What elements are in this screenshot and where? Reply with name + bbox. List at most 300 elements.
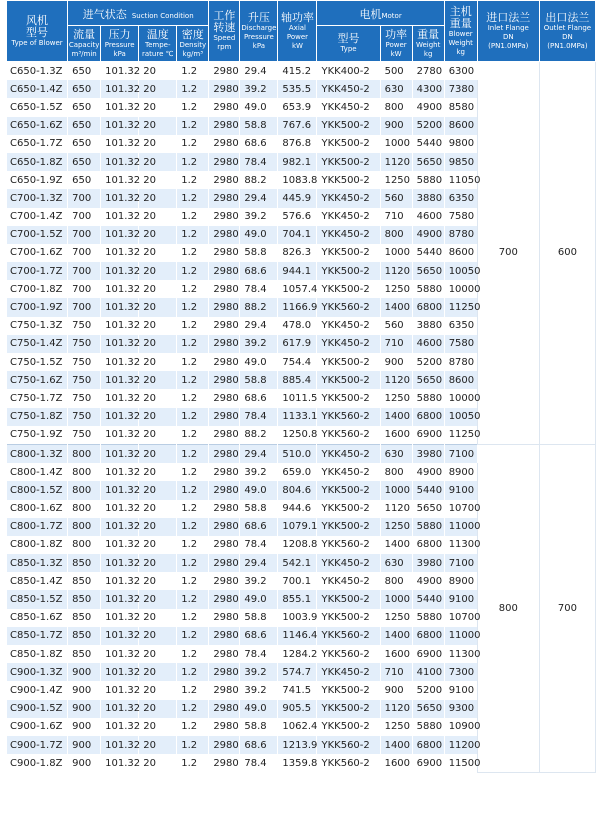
cell-discharge: 68.6: [240, 518, 278, 536]
cell-capacity: 900: [68, 681, 101, 699]
cell-blower-weight: 10050: [444, 262, 477, 280]
cell-model: C900-1.7Z: [7, 736, 68, 754]
cell-blower-weight: 10700: [444, 609, 477, 627]
cell-motor-weight: 4300: [412, 80, 444, 98]
cell-discharge: 29.4: [240, 189, 278, 207]
cell-model: C650-1.3Z: [7, 62, 68, 81]
cell-model: C900-1.4Z: [7, 681, 68, 699]
cell-speed: 2980: [209, 718, 240, 736]
cell-motor-power: 710: [380, 208, 412, 226]
cell-capacity: 700: [68, 208, 101, 226]
cell-axial-power: 1057.4: [278, 280, 317, 298]
cell-density: 1.2: [177, 609, 209, 627]
cell-speed: 2980: [209, 408, 240, 426]
cell-pressure: 101.32: [101, 262, 139, 280]
header-density: 密度 Density kg/m³: [177, 26, 209, 62]
cell-capacity: 650: [68, 62, 101, 81]
cell-discharge: 39.2: [240, 663, 278, 681]
cell-motor-weight: 6900: [412, 645, 444, 663]
cell-capacity: 800: [68, 444, 101, 463]
cell-density: 1.2: [177, 554, 209, 572]
cell-pressure: 101.32: [101, 117, 139, 135]
cell-axial-power: 535.5: [278, 80, 317, 98]
cell-capacity: 650: [68, 117, 101, 135]
cell-temperature: 20: [139, 62, 177, 81]
header-motor-power: 功率 Power kW: [380, 26, 412, 62]
cell-motor-type: YKK450-2: [317, 335, 380, 353]
cell-speed: 2980: [209, 663, 240, 681]
cell-motor-weight: 4900: [412, 98, 444, 116]
cell-capacity: 700: [68, 298, 101, 316]
cell-speed: 2980: [209, 518, 240, 536]
cell-blower-weight: 10700: [444, 500, 477, 518]
outlet-flange-dn: 700: [539, 444, 595, 772]
cell-motor-weight: 3980: [412, 554, 444, 572]
cell-pressure: 101.32: [101, 226, 139, 244]
cell-temperature: 20: [139, 262, 177, 280]
cell-motor-weight: 5440: [412, 481, 444, 499]
cell-pressure: 101.32: [101, 754, 139, 772]
cell-temperature: 20: [139, 645, 177, 663]
cell-motor-power: 1000: [380, 590, 412, 608]
cell-temperature: 20: [139, 572, 177, 590]
cell-discharge: 68.6: [240, 262, 278, 280]
cell-density: 1.2: [177, 700, 209, 718]
cell-temperature: 20: [139, 335, 177, 353]
cell-motor-weight: 5880: [412, 389, 444, 407]
cell-motor-type: YKK500-2: [317, 153, 380, 171]
cell-density: 1.2: [177, 262, 209, 280]
cell-temperature: 20: [139, 280, 177, 298]
cell-discharge: 49.0: [240, 353, 278, 371]
cell-axial-power: 885.4: [278, 371, 317, 389]
cell-blower-weight: 9800: [444, 135, 477, 153]
cell-motor-power: 1120: [380, 371, 412, 389]
cell-density: 1.2: [177, 408, 209, 426]
cell-capacity: 700: [68, 226, 101, 244]
cell-speed: 2980: [209, 609, 240, 627]
cell-temperature: 20: [139, 171, 177, 189]
cell-model: C650-1.5Z: [7, 98, 68, 116]
cell-temperature: 20: [139, 208, 177, 226]
cell-temperature: 20: [139, 609, 177, 627]
cell-motor-power: 800: [380, 463, 412, 481]
cell-model: C650-1.8Z: [7, 153, 68, 171]
cell-discharge: 49.0: [240, 700, 278, 718]
cell-motor-weight: 6800: [412, 536, 444, 554]
cell-speed: 2980: [209, 371, 240, 389]
cell-axial-power: 1208.8: [278, 536, 317, 554]
cell-temperature: 20: [139, 408, 177, 426]
cell-density: 1.2: [177, 80, 209, 98]
cell-motor-weight: 5650: [412, 371, 444, 389]
cell-motor-weight: 5880: [412, 609, 444, 627]
cell-discharge: 39.2: [240, 80, 278, 98]
cell-density: 1.2: [177, 681, 209, 699]
cell-discharge: 39.2: [240, 335, 278, 353]
cell-temperature: 20: [139, 153, 177, 171]
cell-capacity: 850: [68, 554, 101, 572]
header-speed: 工作 转速 Speed rpm: [209, 1, 240, 62]
cell-speed: 2980: [209, 700, 240, 718]
cell-motor-weight: 4900: [412, 463, 444, 481]
cell-axial-power: 1359.8: [278, 754, 317, 772]
header-inlet-flange: 进口法兰 Inlet Flange DN (PN1.0MPa): [477, 1, 539, 62]
cell-model: C750-1.8Z: [7, 408, 68, 426]
cell-blower-weight: 8900: [444, 572, 477, 590]
cell-capacity: 650: [68, 135, 101, 153]
cell-motor-power: 1400: [380, 627, 412, 645]
cell-motor-type: YKK450-2: [317, 444, 380, 463]
cell-blower-weight: 10900: [444, 718, 477, 736]
cell-capacity: 750: [68, 335, 101, 353]
cell-model: C850-1.8Z: [7, 645, 68, 663]
cell-temperature: 20: [139, 463, 177, 481]
cell-discharge: 78.4: [240, 645, 278, 663]
header-outlet-flange: 出口法兰 Outlet Flange DN (PN1.0MPa): [539, 1, 595, 62]
cell-axial-power: 1003.9: [278, 609, 317, 627]
cell-model: C800-1.3Z: [7, 444, 68, 463]
cell-motor-type: YKK560-2: [317, 736, 380, 754]
cell-capacity: 800: [68, 536, 101, 554]
cell-pressure: 101.32: [101, 590, 139, 608]
cell-density: 1.2: [177, 463, 209, 481]
cell-density: 1.2: [177, 426, 209, 445]
cell-model: C750-1.6Z: [7, 371, 68, 389]
inlet-flange-dn: 800: [477, 444, 539, 772]
cell-capacity: 850: [68, 627, 101, 645]
cell-axial-power: 1083.8: [278, 171, 317, 189]
cell-pressure: 101.32: [101, 208, 139, 226]
cell-blower-weight: 7300: [444, 663, 477, 681]
cell-model: C900-1.5Z: [7, 700, 68, 718]
cell-motor-power: 1400: [380, 536, 412, 554]
cell-speed: 2980: [209, 189, 240, 207]
cell-model: C900-1.8Z: [7, 754, 68, 772]
cell-axial-power: 1213.9: [278, 736, 317, 754]
cell-motor-power: 1600: [380, 426, 412, 445]
cell-blower-weight: 11200: [444, 736, 477, 754]
cell-axial-power: 478.0: [278, 317, 317, 335]
cell-discharge: 58.8: [240, 117, 278, 135]
cell-discharge: 78.4: [240, 536, 278, 554]
cell-discharge: 29.4: [240, 444, 278, 463]
cell-motor-type: YKK500-2: [317, 262, 380, 280]
cell-pressure: 101.32: [101, 153, 139, 171]
cell-motor-type: YKK500-2: [317, 244, 380, 262]
cell-motor-power: 800: [380, 98, 412, 116]
cell-temperature: 20: [139, 226, 177, 244]
cell-blower-weight: 9100: [444, 590, 477, 608]
cell-speed: 2980: [209, 426, 240, 445]
cell-motor-type: YKK560-2: [317, 536, 380, 554]
cell-model: C800-1.8Z: [7, 536, 68, 554]
cell-blower-weight: 11300: [444, 536, 477, 554]
cell-speed: 2980: [209, 500, 240, 518]
cell-density: 1.2: [177, 135, 209, 153]
cell-pressure: 101.32: [101, 371, 139, 389]
cell-axial-power: 982.1: [278, 153, 317, 171]
cell-motor-weight: 6800: [412, 736, 444, 754]
cell-capacity: 650: [68, 153, 101, 171]
cell-axial-power: 542.1: [278, 554, 317, 572]
cell-density: 1.2: [177, 280, 209, 298]
cell-density: 1.2: [177, 481, 209, 499]
header-blower-weight: 主机 重量 Blower Weight kg: [444, 1, 477, 62]
cell-axial-power: 767.6: [278, 117, 317, 135]
cell-motor-type: YKK560-2: [317, 426, 380, 445]
cell-axial-power: 1250.8: [278, 426, 317, 445]
cell-capacity: 800: [68, 481, 101, 499]
cell-density: 1.2: [177, 317, 209, 335]
cell-discharge: 29.4: [240, 62, 278, 81]
cell-motor-type: YKK500-2: [317, 718, 380, 736]
cell-discharge: 68.6: [240, 135, 278, 153]
cell-speed: 2980: [209, 317, 240, 335]
cell-discharge: 58.8: [240, 609, 278, 627]
header-temperature: 温度 Tempe- rature ℃: [139, 26, 177, 62]
cell-density: 1.2: [177, 536, 209, 554]
cell-density: 1.2: [177, 62, 209, 81]
cell-temperature: 20: [139, 518, 177, 536]
cell-speed: 2980: [209, 135, 240, 153]
cell-capacity: 650: [68, 171, 101, 189]
cell-temperature: 20: [139, 98, 177, 116]
cell-blower-weight: 11250: [444, 298, 477, 316]
cell-blower-weight: 11300: [444, 645, 477, 663]
cell-blower-weight: 11050: [444, 171, 477, 189]
cell-motor-power: 1000: [380, 135, 412, 153]
cell-temperature: 20: [139, 736, 177, 754]
cell-motor-power: 1600: [380, 754, 412, 772]
cell-density: 1.2: [177, 98, 209, 116]
cell-pressure: 101.32: [101, 298, 139, 316]
cell-axial-power: 574.7: [278, 663, 317, 681]
cell-model: C750-1.5Z: [7, 353, 68, 371]
cell-motor-weight: 4600: [412, 208, 444, 226]
cell-density: 1.2: [177, 718, 209, 736]
cell-model: C850-1.4Z: [7, 572, 68, 590]
cell-model: C900-1.3Z: [7, 663, 68, 681]
cell-motor-power: 800: [380, 572, 412, 590]
cell-pressure: 101.32: [101, 389, 139, 407]
cell-discharge: 29.4: [240, 554, 278, 572]
cell-speed: 2980: [209, 681, 240, 699]
cell-motor-power: 800: [380, 226, 412, 244]
cell-speed: 2980: [209, 463, 240, 481]
cell-model: C750-1.9Z: [7, 426, 68, 445]
cell-blower-weight: 8600: [444, 371, 477, 389]
cell-motor-power: 1120: [380, 700, 412, 718]
cell-motor-weight: 4600: [412, 335, 444, 353]
cell-density: 1.2: [177, 371, 209, 389]
cell-motor-power: 1120: [380, 500, 412, 518]
cell-axial-power: 1166.9: [278, 298, 317, 316]
cell-density: 1.2: [177, 389, 209, 407]
cell-model: C900-1.6Z: [7, 718, 68, 736]
header-capacity: 流量 Capacity m³/min: [68, 26, 101, 62]
cell-pressure: 101.32: [101, 244, 139, 262]
cell-speed: 2980: [209, 80, 240, 98]
cell-motor-weight: 5440: [412, 244, 444, 262]
cell-model: C700-1.3Z: [7, 189, 68, 207]
cell-discharge: 78.4: [240, 408, 278, 426]
cell-speed: 2980: [209, 153, 240, 171]
cell-motor-type: YKK450-2: [317, 463, 380, 481]
cell-model: C750-1.4Z: [7, 335, 68, 353]
outlet-flange-dn: 600: [539, 62, 595, 445]
cell-motor-power: 1120: [380, 262, 412, 280]
cell-pressure: 101.32: [101, 280, 139, 298]
cell-blower-weight: 11000: [444, 627, 477, 645]
cell-motor-type: YKK400-2: [317, 62, 380, 81]
cell-pressure: 101.32: [101, 189, 139, 207]
cell-motor-weight: 6800: [412, 408, 444, 426]
cell-blower-weight: 6350: [444, 189, 477, 207]
cell-model: C850-1.6Z: [7, 609, 68, 627]
cell-model: C700-1.4Z: [7, 208, 68, 226]
cell-axial-power: 445.9: [278, 189, 317, 207]
cell-discharge: 88.2: [240, 426, 278, 445]
cell-speed: 2980: [209, 117, 240, 135]
cell-discharge: 49.0: [240, 590, 278, 608]
cell-motor-type: YKK560-2: [317, 645, 380, 663]
header-axial-power: 轴功率 Axial Power kW: [278, 1, 317, 62]
cell-speed: 2980: [209, 736, 240, 754]
cell-speed: 2980: [209, 335, 240, 353]
cell-axial-power: 754.4: [278, 353, 317, 371]
cell-capacity: 750: [68, 353, 101, 371]
cell-motor-power: 900: [380, 681, 412, 699]
cell-pressure: 101.32: [101, 80, 139, 98]
cell-density: 1.2: [177, 572, 209, 590]
cell-capacity: 900: [68, 736, 101, 754]
cell-motor-weight: 3980: [412, 444, 444, 463]
cell-axial-power: 1133.1: [278, 408, 317, 426]
cell-axial-power: 876.8: [278, 135, 317, 153]
cell-blower-weight: 7380: [444, 80, 477, 98]
cell-motor-type: YKK500-2: [317, 590, 380, 608]
cell-motor-power: 1250: [380, 718, 412, 736]
cell-blower-weight: 8580: [444, 98, 477, 116]
cell-motor-power: 500: [380, 62, 412, 81]
cell-motor-weight: 5650: [412, 700, 444, 718]
cell-model: C850-1.5Z: [7, 590, 68, 608]
cell-motor-weight: 6900: [412, 754, 444, 772]
cell-motor-type: YKK500-2: [317, 353, 380, 371]
table-row: [7, 444, 596, 463]
cell-speed: 2980: [209, 244, 240, 262]
cell-model: C650-1.6Z: [7, 117, 68, 135]
cell-temperature: 20: [139, 189, 177, 207]
cell-capacity: 650: [68, 80, 101, 98]
cell-motor-type: YKK450-2: [317, 208, 380, 226]
cell-motor-weight: 3880: [412, 189, 444, 207]
cell-model: C750-1.7Z: [7, 389, 68, 407]
cell-motor-type: YKK450-2: [317, 554, 380, 572]
cell-pressure: 101.32: [101, 335, 139, 353]
cell-density: 1.2: [177, 171, 209, 189]
cell-motor-power: 710: [380, 335, 412, 353]
header-motor-type: 型号 Type: [317, 26, 380, 62]
cell-motor-type: YKK450-2: [317, 317, 380, 335]
cell-density: 1.2: [177, 153, 209, 171]
cell-motor-type: YKK450-2: [317, 98, 380, 116]
cell-capacity: 800: [68, 463, 101, 481]
cell-speed: 2980: [209, 62, 240, 81]
cell-model: C700-1.6Z: [7, 244, 68, 262]
cell-axial-power: 653.9: [278, 98, 317, 116]
cell-pressure: 101.32: [101, 135, 139, 153]
cell-model: C700-1.5Z: [7, 226, 68, 244]
cell-capacity: 700: [68, 189, 101, 207]
cell-model: C750-1.3Z: [7, 317, 68, 335]
cell-motor-type: YKK500-2: [317, 500, 380, 518]
cell-speed: 2980: [209, 536, 240, 554]
cell-motor-weight: 5440: [412, 135, 444, 153]
cell-temperature: 20: [139, 117, 177, 135]
cell-speed: 2980: [209, 444, 240, 463]
cell-temperature: 20: [139, 298, 177, 316]
cell-capacity: 850: [68, 609, 101, 627]
cell-capacity: 750: [68, 408, 101, 426]
cell-pressure: 101.32: [101, 518, 139, 536]
cell-temperature: 20: [139, 135, 177, 153]
cell-axial-power: 1011.5: [278, 389, 317, 407]
cell-pressure: 101.32: [101, 98, 139, 116]
cell-density: 1.2: [177, 189, 209, 207]
cell-motor-power: 560: [380, 317, 412, 335]
cell-motor-type: YKK500-2: [317, 371, 380, 389]
cell-temperature: 20: [139, 554, 177, 572]
cell-pressure: 101.32: [101, 500, 139, 518]
cell-capacity: 900: [68, 700, 101, 718]
header-pressure: 压力 Pressure kPa: [101, 26, 139, 62]
cell-blower-weight: 7580: [444, 208, 477, 226]
cell-axial-power: 944.1: [278, 262, 317, 280]
cell-temperature: 20: [139, 444, 177, 463]
cell-temperature: 20: [139, 389, 177, 407]
cell-pressure: 101.32: [101, 627, 139, 645]
cell-motor-power: 710: [380, 663, 412, 681]
cell-model: C800-1.4Z: [7, 463, 68, 481]
cell-pressure: 101.32: [101, 700, 139, 718]
cell-density: 1.2: [177, 736, 209, 754]
cell-blower-weight: 11000: [444, 518, 477, 536]
cell-temperature: 20: [139, 80, 177, 98]
cell-motor-type: YKK450-2: [317, 80, 380, 98]
cell-capacity: 650: [68, 98, 101, 116]
cell-pressure: 101.32: [101, 62, 139, 81]
cell-discharge: 68.6: [240, 627, 278, 645]
cell-discharge: 58.8: [240, 244, 278, 262]
cell-motor-weight: 3880: [412, 317, 444, 335]
cell-temperature: 20: [139, 244, 177, 262]
cell-capacity: 750: [68, 371, 101, 389]
cell-blower-weight: 7100: [444, 554, 477, 572]
cell-temperature: 20: [139, 700, 177, 718]
inlet-flange-dn: 700: [477, 62, 539, 445]
cell-motor-power: 1400: [380, 298, 412, 316]
header-motor-weight: 重量 Weight kg: [412, 26, 444, 62]
cell-pressure: 101.32: [101, 536, 139, 554]
cell-discharge: 78.4: [240, 754, 278, 772]
cell-pressure: 101.32: [101, 481, 139, 499]
cell-density: 1.2: [177, 353, 209, 371]
cell-temperature: 20: [139, 681, 177, 699]
cell-motor-type: YKK560-2: [317, 627, 380, 645]
header-blower-type: 风机 型号 Type of Blower: [7, 1, 68, 62]
